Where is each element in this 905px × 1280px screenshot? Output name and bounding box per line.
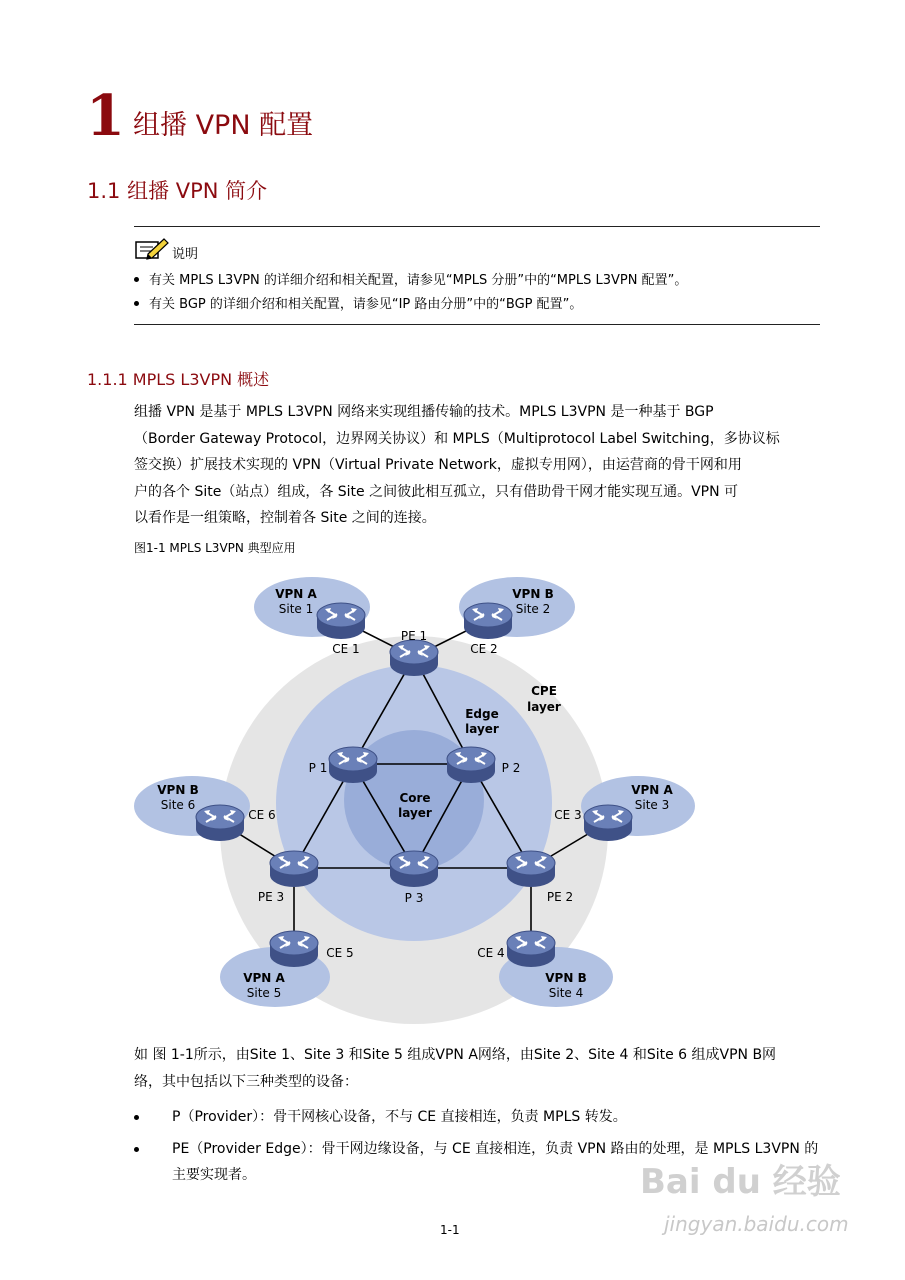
cpe-layer-label-2: layer [527,700,561,714]
router-p2 [447,747,495,783]
list-item: P（Provider）：骨干网核心设备，不与 CE 直接相连，负责 MPLS 转发。 [134,1104,820,1130]
router-p1 [329,747,377,783]
figure-caption: 图1-1 MPLS L3VPN 典型应用 [134,541,296,555]
router-p3 [390,851,438,887]
router-ce5 [270,931,318,967]
core-layer-label-1: Core [399,791,431,805]
site5-vpn-label: VPN A [243,971,285,985]
router-pe1 [390,640,438,676]
note-item: 有关 BGP 的详细介绍和相关配置，请参见“IP 路由分册”中的“BGP 配置”。 [134,296,582,314]
ce1-label: CE 1 [332,642,360,656]
site4-name-label: Site 4 [548,986,584,1000]
paragraph-intro: 组播 VPN 是基于 MPLS L3VPN 网络来实现组播传输的技术。MPLS L3VPN 是一种基于 BGP （Border Gateway Protocol，边界网关协议）和 MPLS（Multiprotocol Label Switching，多协议标 签交换）扩展技术实现的 VPN（Virtual Private Network，虚拟专用网），由运营商的骨干网和用 户的各个 Site（站点）组成，各 Site 之间彼此相互孤立，只有借助骨干网才能实现互通。VPN 可 以看作是一组策略，控制着各 Site 之间的连接。 [134,404,780,526]
router-ce2 [464,603,512,639]
site3-name-label: Site 3 [634,798,670,812]
list-item: PE（Provider Edge）：骨干网边缘设备，与 CE 直接相连，负责 VPN 路由的处理，是 MPLS L3VPN 的主要实现者。 [134,1136,820,1188]
chapter-title: 组播 VPN 配置 [133,110,314,141]
site2-vpn-label: VPN B [512,587,554,601]
ce5-label: CE 5 [326,946,354,960]
edge-layer-label-2: layer [465,722,499,736]
site6-name-label: Site 6 [160,798,196,812]
note-label: 说明 [172,247,199,262]
router-ce1 [317,603,365,639]
p1-label: P 1 [308,761,328,775]
watermark-logo: Bai du 经验 [640,1162,841,1202]
chapter-number: 1 [86,83,125,149]
router-ce4 [507,931,555,967]
site3-vpn-label: VPN A [631,783,673,797]
site5-name-label: Site 5 [246,986,282,1000]
site1-name-label: Site 1 [278,602,314,616]
cpe-layer-label-1: CPE [531,684,557,698]
site1-vpn-label: VPN A [275,587,317,601]
note-item: 有关 MPLS L3VPN 的详细介绍和相关配置，请参见“MPLS 分册”中的“MPLS L3VPN 配置”。 [134,272,687,290]
ce3-label: CE 3 [554,808,582,822]
router-pe2 [507,851,555,887]
pe2-label: PE 2 [546,890,574,904]
p2-label: P 2 [501,761,521,775]
router-ce3 [584,805,632,841]
p3-label: P 3 [404,891,424,905]
section-title: 1.1 组播 VPN 简介 [87,179,268,203]
page-number: 1-1 [440,1223,460,1237]
site6-vpn-label: VPN B [157,783,199,797]
ce2-label: CE 2 [470,642,498,656]
router-pe3 [270,851,318,887]
ce6-label: CE 6 [248,808,276,822]
watermark-url: jingyan.baidu.com [664,1212,849,1236]
subsection-title: 1.1.1 MPLS L3VPN 概述 [87,370,270,389]
site4-vpn-label: VPN B [545,971,587,985]
edge-layer-label-1: Edge [465,707,499,721]
pe3-label: PE 3 [257,890,285,904]
router-ce6 [196,805,244,841]
site2-name-label: Site 2 [515,602,551,616]
paragraph-figure-desc: 如 图 1-1所示，由Site 1、Site 3 和Site 5 组成VPN A网络，由Site 2、Site 4 和Site 6 组成VPN B网 络，其中包括以下三种类型的设备： [134,1047,777,1090]
pe1-label: PE 1 [400,629,428,643]
ce4-label: CE 4 [477,946,505,960]
core-layer-label-2: layer [398,806,432,820]
